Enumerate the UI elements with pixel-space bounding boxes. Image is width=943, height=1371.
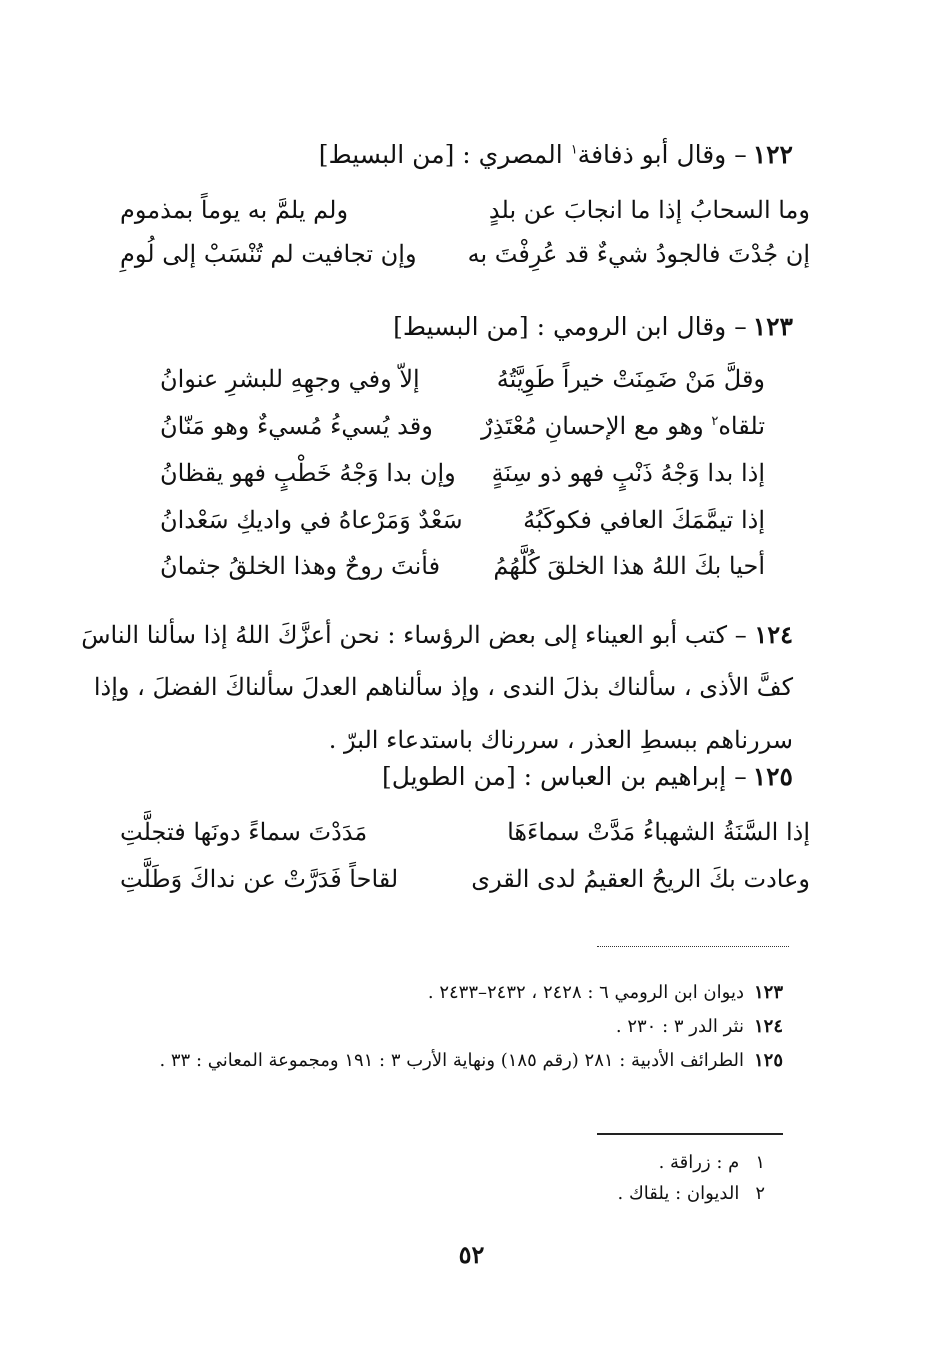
entry-number: ١٢٥: [752, 762, 793, 791]
verse-line: [160, 459, 765, 499]
verse-line: [120, 196, 810, 236]
second-hemistich: وقد يُسيءُ مُسيءٌ وهو مَنّانُ: [160, 412, 433, 440]
second-hemistich: فأنتَ روحٌ وهذا الخلقُ جثمانُ: [160, 552, 441, 580]
source-text: نثر الدر ٣ : ٢٣٠ .: [615, 1016, 744, 1037]
verse-line: [160, 412, 765, 452]
footnotes-separator: [597, 1133, 783, 1135]
first-hemistich: أحيا بكَ اللهُ هذا الخلقَ كُلَّهُمُ: [493, 552, 765, 580]
entry-number: ١٢٢: [752, 140, 793, 169]
hemistich-rest: وهو مع الإحسانِ مُعْتَذِرٌ: [481, 412, 712, 440]
entry-intro: – وقال أبو ذفافة: [577, 140, 747, 169]
source-note: [428, 982, 783, 1003]
prose-text: – كتب أبو العيناء إلى بعض الرؤساء : نحن أعزَّكَ اللهُ إذا سألنا الناسَ: [81, 621, 747, 649]
source-number: ١٢٣: [753, 982, 783, 1003]
entry-number: ١٢٣: [752, 312, 793, 341]
footnote-mark: ١: [570, 142, 578, 158]
prose-line: سررناهم ببسطِ العذر ، سررناك باستدعاء البرّ .: [328, 726, 793, 754]
first-hemistich: [481, 412, 765, 440]
second-hemistich: ولم يلمَّ به يوماً بمذموم: [120, 196, 349, 224]
source-number: ١٢٤: [753, 1016, 783, 1037]
source-note: [616, 1016, 783, 1037]
source-number: ١٢٥: [753, 1050, 783, 1071]
second-hemistich: مَدَدْتَ سماءً دونَها فتجلَّتِ: [120, 818, 368, 846]
hemistich-start: تلقاه: [718, 412, 765, 440]
source-text: ديوان ابن الرومي ٦ : ٢٤٢٨ ، ٢٤٣٢–٢٤٣٣ .: [427, 982, 744, 1003]
footnote-text: الديوان : يلقاك .: [617, 1183, 740, 1204]
second-hemistich: إلاّ وفي وجهِهِ للبشرِ عنوانُ: [160, 365, 420, 393]
first-hemistich: وما السحابُ إذا ما انجابَ عن بلدٍ: [488, 196, 810, 224]
footnote-number: ١: [755, 1152, 765, 1173]
verse-line: [160, 552, 765, 592]
entry-124-prose: [81, 620, 793, 779]
first-hemistich: وقلَّ مَنْ ضَمِنَتْ خيراً طَوِيَّتُهُ: [496, 365, 765, 393]
first-hemistich: إن جُدْتَ فالجودُ شيءٌ قد عُرِفْتَ به: [467, 240, 810, 268]
entry-intro: – إبراهيم بن العباس : [من الطويل]: [381, 762, 747, 791]
source-text: الطرائف الأدبية : ٢٨١ (رقم ١٨٥) ونهاية الأرب ٣ : ١٩١ ومجموعة المعاني : ٣٣ .: [159, 1050, 744, 1071]
prose-line: كفَّ الأذى ، سألناك بذلَ الندى ، وإذ سألناهم العدلَ سألناكَ الفضلَ ، وإذا: [93, 673, 793, 701]
second-hemistich: لقاحاً فَدَرَّتْ عن نداكَ وَطَلَّتِ: [120, 865, 399, 893]
second-hemistich: سَعْدٌ وَمَرْعاهُ في واديكِ سَعْدانُ: [160, 506, 463, 534]
first-hemistich: إذا بدا وَجْهُ ذَنْبٍ فهو ذو سِنَةٍ: [491, 459, 765, 487]
footnote-text: م : زراقة .: [658, 1152, 740, 1173]
entry-122-heading: [319, 140, 793, 169]
second-hemistich: وإن تجافيت لم تُنْسَبْ إلى لُومِ: [120, 240, 417, 268]
entry-intro: – وقال ابن الرومي : [من البسيط]: [393, 312, 747, 341]
verse-line: [120, 240, 810, 280]
prose-line: [81, 620, 793, 673]
footnote-number: ٢: [755, 1183, 765, 1204]
entry-intro-rest: المصري : [من البسيط]: [318, 140, 571, 169]
first-hemistich: وعادت بكَ الريحُ العقيمُ لدى القرى: [471, 865, 810, 893]
footnote-mark: ٢: [711, 414, 719, 429]
footnote: [618, 1183, 765, 1204]
verse-line: [120, 818, 810, 858]
entry-number: ١٢٤: [754, 620, 793, 649]
footnote: [659, 1152, 765, 1173]
source-note: [159, 1050, 783, 1071]
page-number: ٥٢: [458, 1240, 485, 1269]
verse-line: [160, 506, 765, 546]
second-hemistich: وإن بدا وَجْهُ خَطْبٍ فهو يقظانُ: [160, 459, 456, 487]
entry-125-heading: [382, 762, 793, 791]
first-hemistich: إذا تيمَّمَكَ العافي فكوكَبُهُ: [523, 506, 765, 534]
first-hemistich: إذا السَّنَةُ الشهباءُ مَدَّتْ سماءَهَا: [507, 818, 810, 846]
sources-separator: [597, 946, 789, 947]
verse-line: [160, 365, 765, 405]
verse-line: [120, 865, 810, 905]
entry-123-heading: [393, 312, 793, 341]
